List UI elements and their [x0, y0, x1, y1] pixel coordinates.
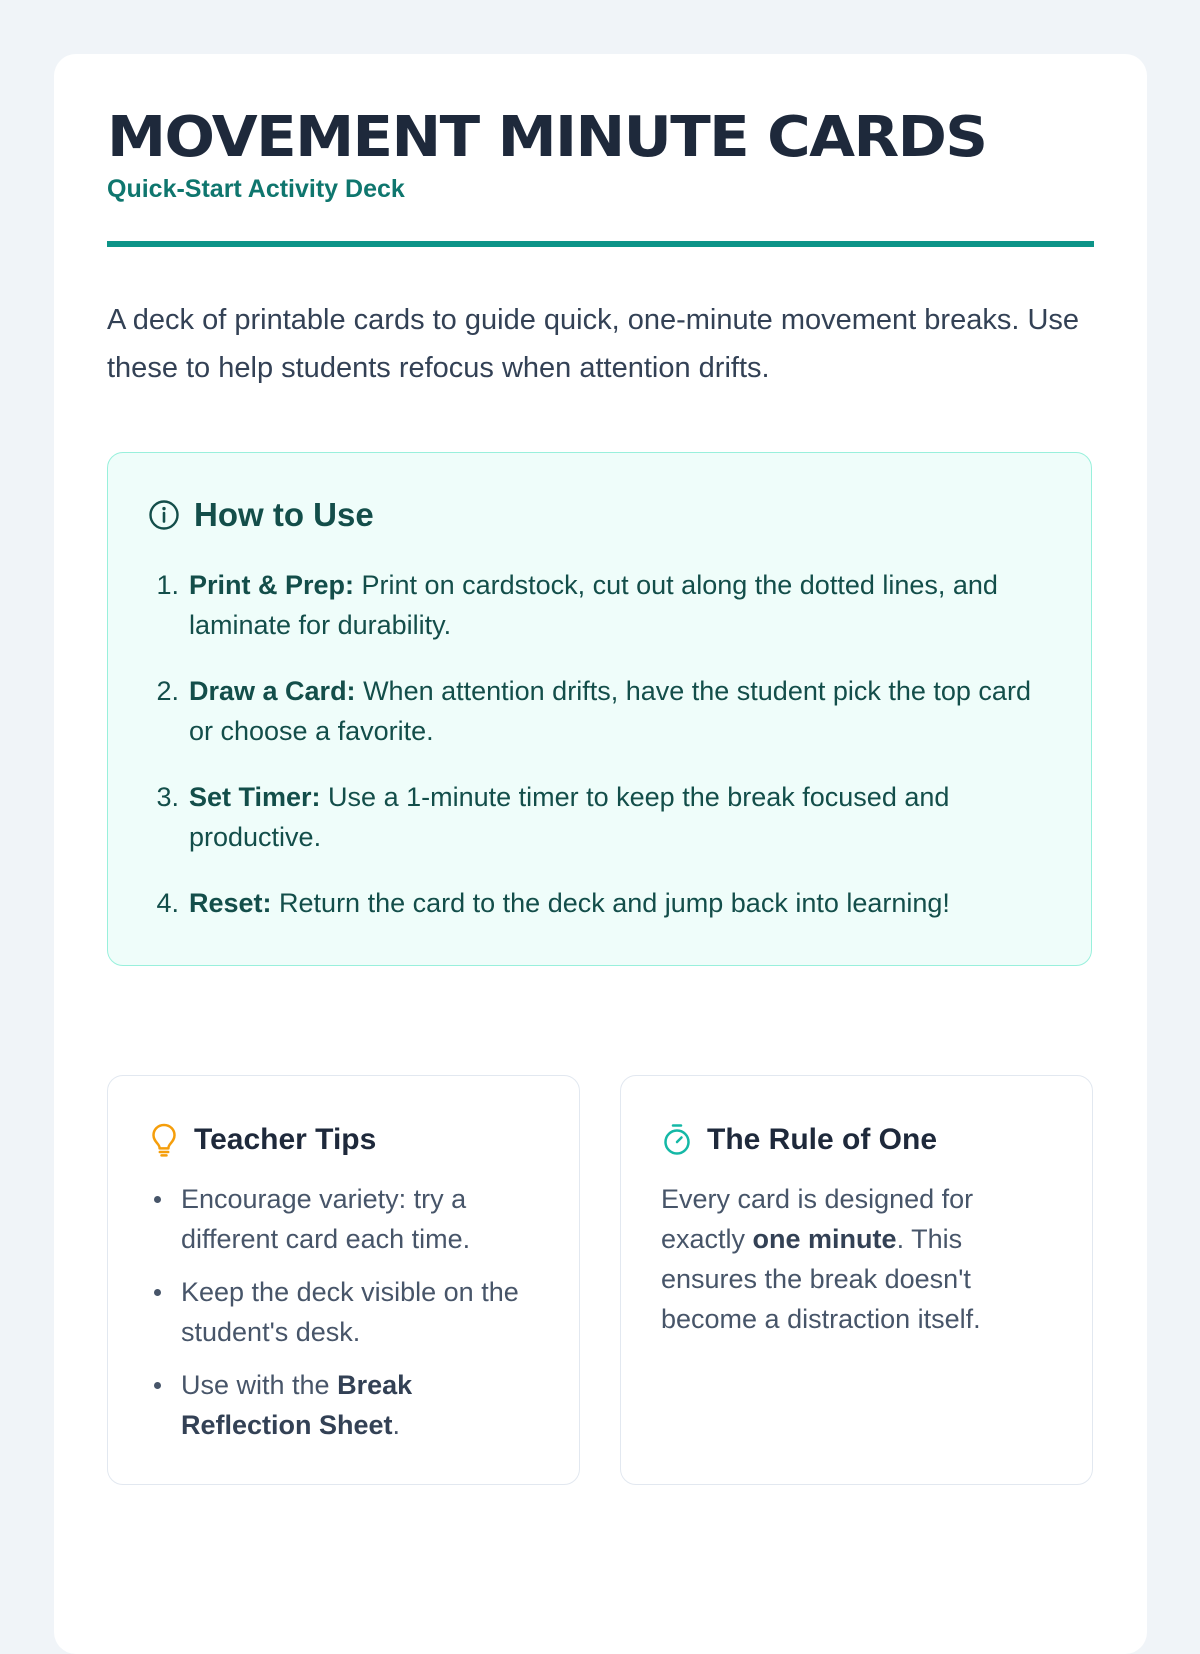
step-item — [148, 777, 1048, 857]
how-to-use-title: How to Use — [194, 496, 374, 533]
step-text: Print on cardstock, cut out along the dotted lines, and laminate for durability. — [189, 570, 998, 640]
step-label: Reset: — [189, 888, 272, 918]
step-item — [148, 883, 1048, 923]
rule-of-one-text — [661, 1179, 1061, 1339]
header-divider — [107, 241, 1094, 247]
rule-of-one-header — [661, 1120, 937, 1160]
how-to-use-header — [148, 495, 374, 535]
step-label: Draw a Card: — [189, 676, 356, 706]
teacher-tips-card — [107, 1075, 580, 1485]
page-subtitle: Quick-Start Activity Deck — [107, 175, 405, 203]
stopwatch-icon — [661, 1122, 693, 1158]
steps-list — [148, 565, 1048, 949]
step-text: Return the card to the deck and jump back into learning! — [271, 888, 950, 918]
page-title: MOVEMENT MINUTE CARDS — [107, 105, 987, 170]
step-number: 3. — [156, 782, 179, 812]
info-circle-icon — [148, 499, 180, 531]
rule-text-emphasis: one minute — [752, 1224, 897, 1254]
step-number: 4. — [156, 888, 179, 918]
tip-text: Encourage variety: try a different card each time. — [181, 1184, 471, 1254]
tip-text-prefix: Use with the — [181, 1370, 338, 1400]
step-label: Set Timer: — [189, 782, 321, 812]
how-to-use-panel — [107, 452, 1092, 966]
step-label: Print & Prep: — [189, 570, 355, 600]
page-card — [54, 54, 1147, 1654]
rule-text-suffix: . This ensures the break doesn't become a distraction itself. — [661, 1224, 981, 1334]
step-text: When attention drifts, have the student pick the top card or choose a favorite. — [189, 676, 1031, 746]
tip-text-suffix: . — [392, 1410, 401, 1440]
rule-of-one-title: The Rule of One — [707, 1123, 938, 1156]
tip-text-emphasis: Break Reflection Sheet — [181, 1370, 413, 1440]
step-number: 1. — [156, 570, 179, 600]
tips-list — [154, 1179, 544, 1458]
tip-text: Keep the deck visible on the student's desk. — [181, 1277, 519, 1347]
teacher-tips-title: Teacher Tips — [194, 1123, 377, 1156]
lightbulb-icon — [148, 1122, 180, 1158]
tip-item — [154, 1179, 544, 1259]
rule-of-one-card — [620, 1075, 1093, 1485]
header — [107, 106, 1094, 206]
rule-text-prefix: Every card is designed for exactly — [661, 1184, 974, 1254]
tip-item — [154, 1272, 544, 1352]
step-number: 2. — [156, 676, 179, 706]
tip-item — [154, 1365, 544, 1445]
teacher-tips-header — [148, 1120, 376, 1160]
intro-text: A deck of printable cards to guide quick, one-minute movement breaks. Use these to help students refocus when attention drifts. — [107, 304, 1080, 384]
step-item — [148, 565, 1048, 645]
step-item — [148, 671, 1048, 751]
step-text: Use a 1-minute timer to keep the break focused and productive. — [189, 782, 950, 852]
